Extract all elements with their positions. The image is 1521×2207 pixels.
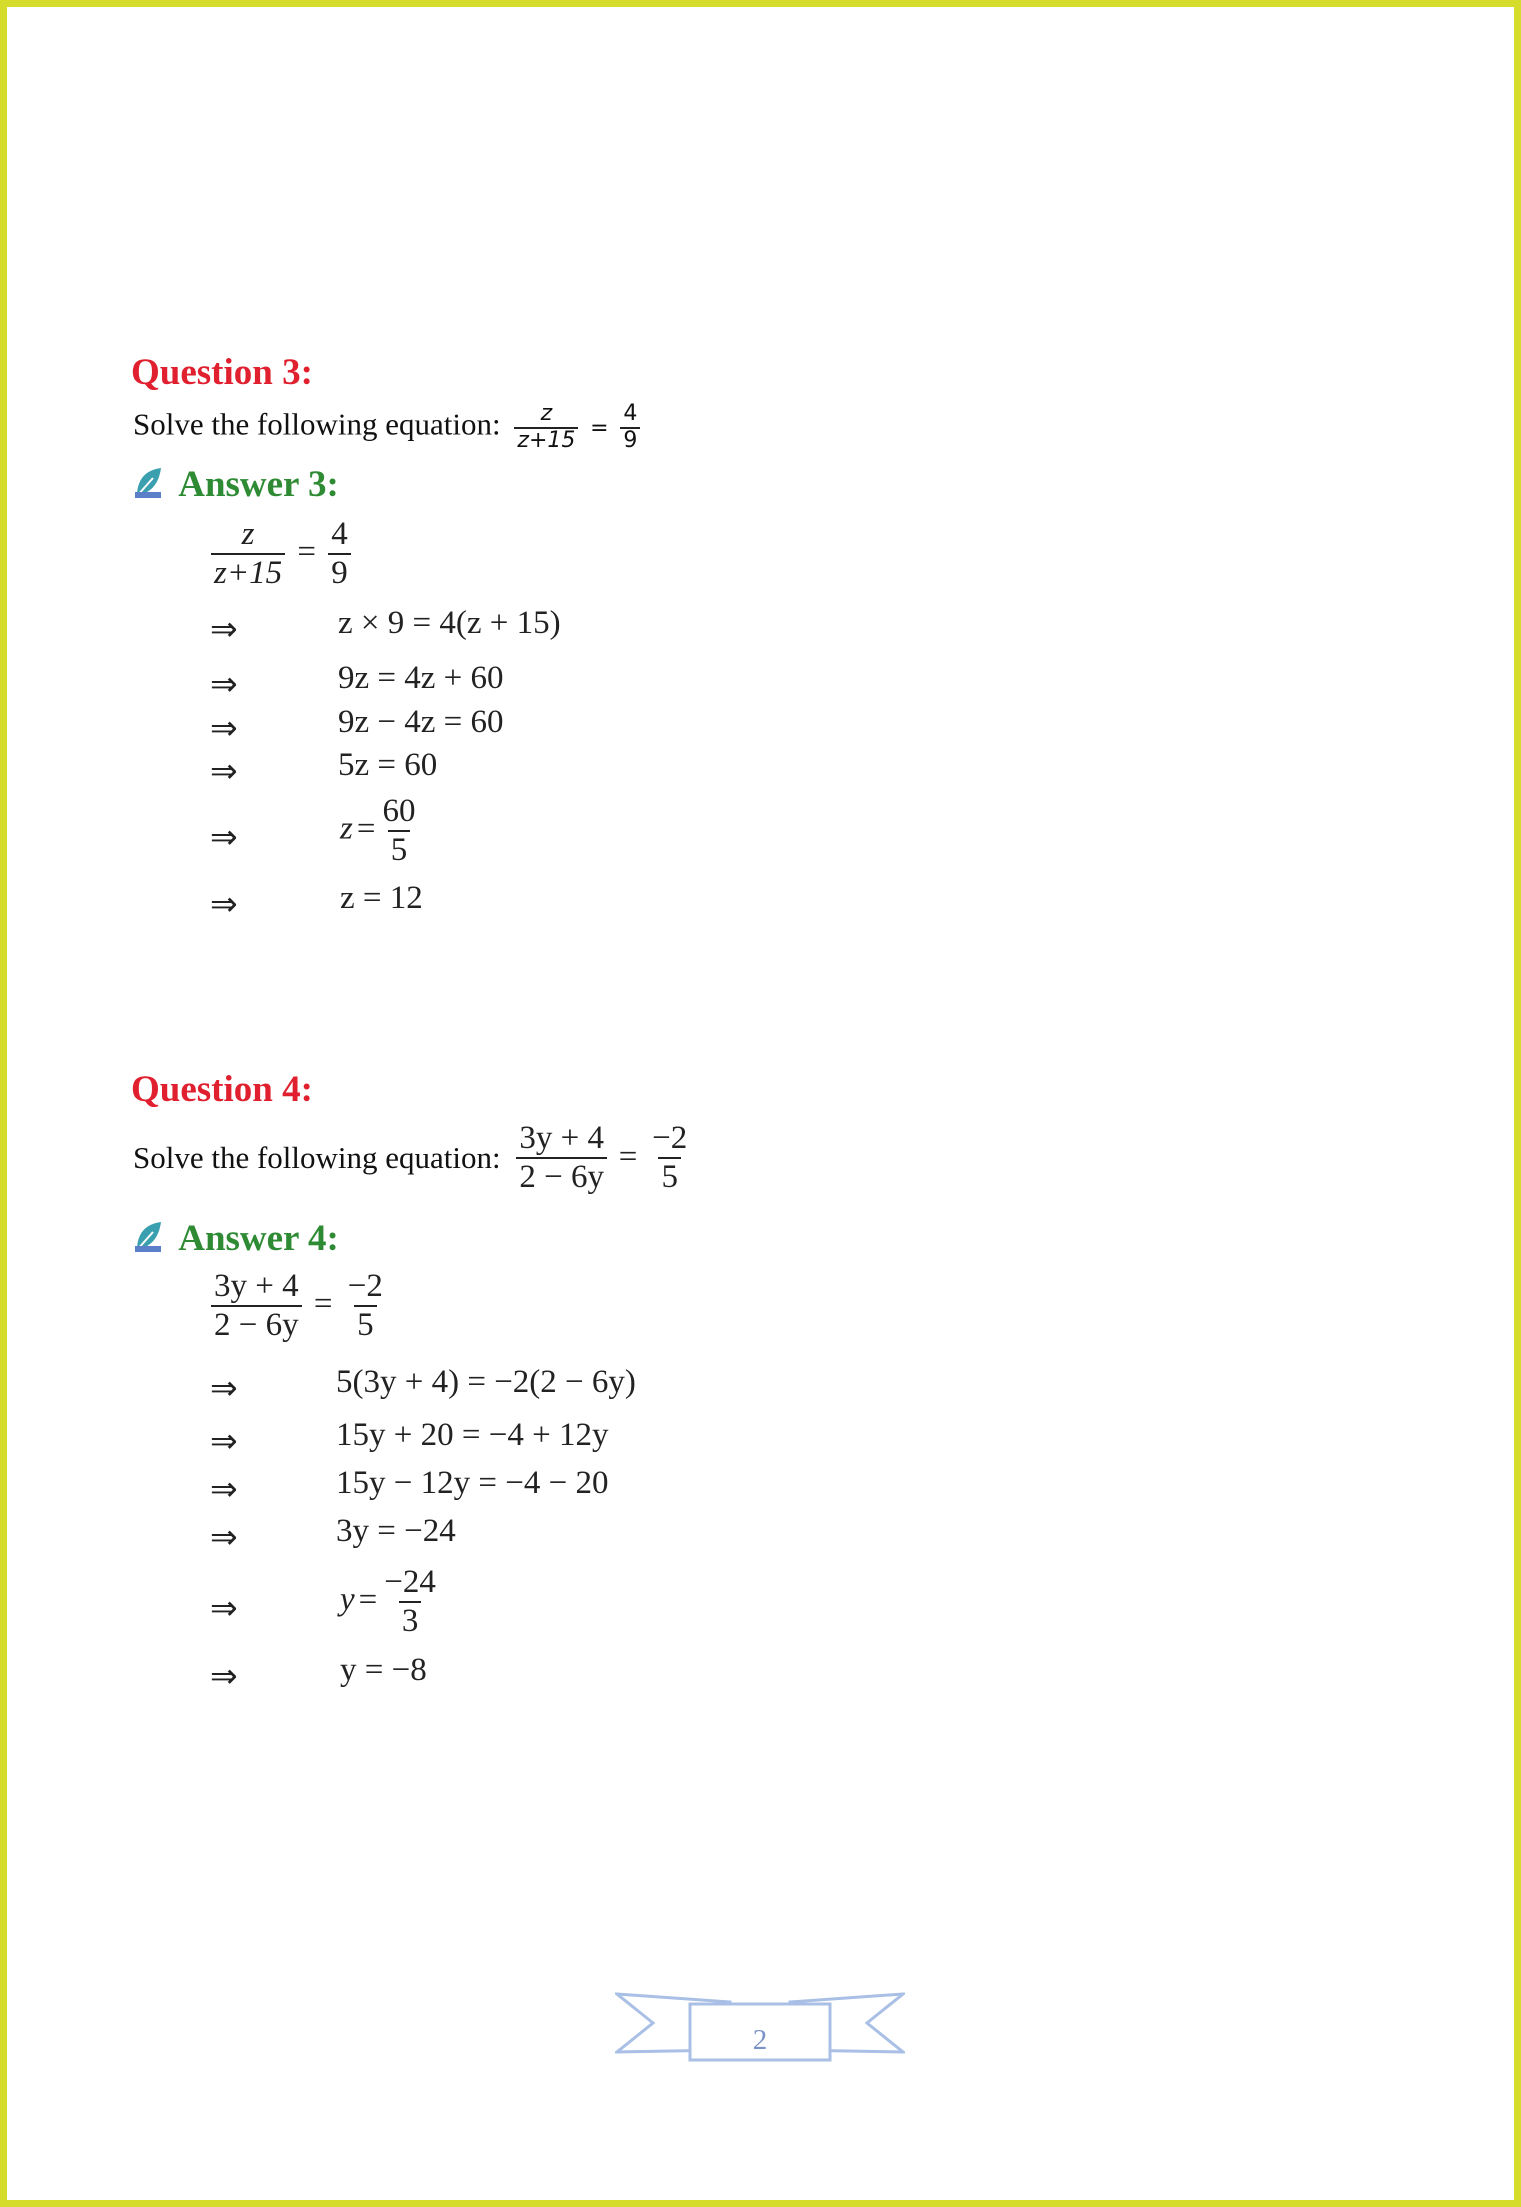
answer-3-heading: Answer 3: (178, 464, 339, 505)
answer-4-step-2: 15y + 20 = −4 + 12y (336, 1417, 609, 1453)
implies-symbol: ⇒ (210, 1517, 238, 1556)
answer-3-step-6: z = 12 (340, 880, 423, 916)
implies-symbol: ⇒ (210, 817, 238, 856)
implies-symbol: ⇒ (210, 884, 238, 923)
implies-symbol: ⇒ (210, 609, 238, 648)
answer-3-rhs-fraction (328, 516, 351, 592)
implies-symbol: ⇒ (210, 1588, 238, 1627)
question-3-lhs-fraction (514, 402, 578, 453)
question-4-heading: Question 4: (131, 1069, 313, 1110)
answer-3-rhs-den: 9 (328, 553, 351, 592)
question-4-rhs-fraction (649, 1120, 690, 1196)
question-4-prompt-text: Solve the following equation: (133, 1139, 501, 1175)
answer-3-lhs-fraction (211, 516, 285, 592)
answer-3-heading-row (133, 463, 339, 506)
answer-4-step-5-fraction (381, 1564, 439, 1640)
answer-3-step-5-num: 60 (382, 793, 416, 829)
page-number: 2 (752, 2024, 768, 2056)
implies-symbol: ⇒ (210, 1421, 238, 1460)
answer-3-step-4: 5z = 60 (338, 747, 438, 783)
question-3-rhs-fraction (620, 402, 640, 453)
answer-3-original-equation: $\frac{z}{z+15}$ = $\frac{4}{9}$ (211, 516, 351, 592)
answer-3-lhs-den: z+15 (211, 553, 285, 592)
answer-4-lhs-num: 3y + 4 (214, 1268, 299, 1304)
question-3-prompt: Solve the following equation: $\frac{z}{z+15}$ = $\frac{4}{9}$ (133, 402, 640, 453)
answer-3-step-2: 9z = 4z + 60 (338, 660, 504, 696)
answer-4-step-5-num: −24 (384, 1564, 436, 1600)
implies-symbol: ⇒ (210, 708, 238, 747)
question-3-prompt-text: Solve the following equation: (133, 406, 501, 442)
implies-symbol: ⇒ (210, 1368, 238, 1407)
question-4-lhs-num: 3y + 4 (519, 1120, 605, 1156)
answer-4-rhs-num: −2 (347, 1268, 383, 1304)
question-4-prompt: Solve the following equation: $\frac{3y + 4}{2 - 6y}$ = $\frac{-2}{5}$ (133, 1120, 690, 1196)
leaf-logo-icon (133, 1220, 165, 1254)
answer-4-heading: Answer 4: (178, 1218, 339, 1259)
answer-3-step-5-den: 5 (388, 830, 411, 869)
answer-4-step-1: 5(3y + 4) = −2(2 − 6y) (336, 1364, 636, 1400)
implies-symbol: ⇒ (210, 664, 238, 703)
answer-3-step-3: 9z − 4z = 60 (338, 704, 504, 740)
question-3-rhs-num: 4 (623, 401, 638, 426)
question-3-rhs-den: 9 (620, 427, 640, 454)
implies-symbol: ⇒ (210, 751, 238, 790)
question-4-lhs-den: 2 − 6y (516, 1157, 607, 1196)
answer-4-step-3: 15y − 12y = −4 − 20 (336, 1465, 609, 1501)
implies-symbol: ⇒ (210, 1656, 238, 1695)
answer-3-rhs-num: 4 (331, 516, 348, 552)
question-3-lhs-num: z (540, 401, 553, 426)
answer-4-step-4: 3y = −24 (336, 1513, 456, 1549)
question-3-lhs-den: z+15 (514, 427, 578, 454)
implies-symbol: ⇒ (210, 1469, 238, 1508)
answer-3-step-5: z = $\frac{60}{5}$ (340, 793, 418, 869)
answer-4-heading-row (133, 1217, 339, 1260)
answer-4-step-5-den: 3 (399, 1601, 422, 1640)
question-3-heading: Question 3: (131, 352, 313, 393)
answer-4-original-equation: $\frac{3y + 4}{2 - 6y}$ = $\frac{-2}{5}$ (211, 1268, 386, 1344)
question-4-rhs-num: −2 (652, 1120, 688, 1156)
answer-4-step-5: y = $\frac{-24}{3}$ (340, 1564, 439, 1640)
answer-3-step-1: z × 9 = 4(z + 15) (338, 605, 561, 641)
answer-3-step-5-fraction (379, 793, 418, 869)
answer-4-lhs-fraction (211, 1268, 302, 1344)
answer-4-rhs-fraction (345, 1268, 386, 1344)
answer-4-lhs-den: 2 − 6y (211, 1305, 302, 1344)
leaf-logo-icon (133, 466, 165, 500)
answer-4-rhs-den: 5 (354, 1305, 377, 1344)
answer-4-step-6: y = −8 (340, 1652, 427, 1688)
question-4-rhs-den: 5 (658, 1157, 681, 1196)
question-4-lhs-fraction (516, 1120, 607, 1196)
answer-3-lhs-num: z (241, 516, 255, 552)
